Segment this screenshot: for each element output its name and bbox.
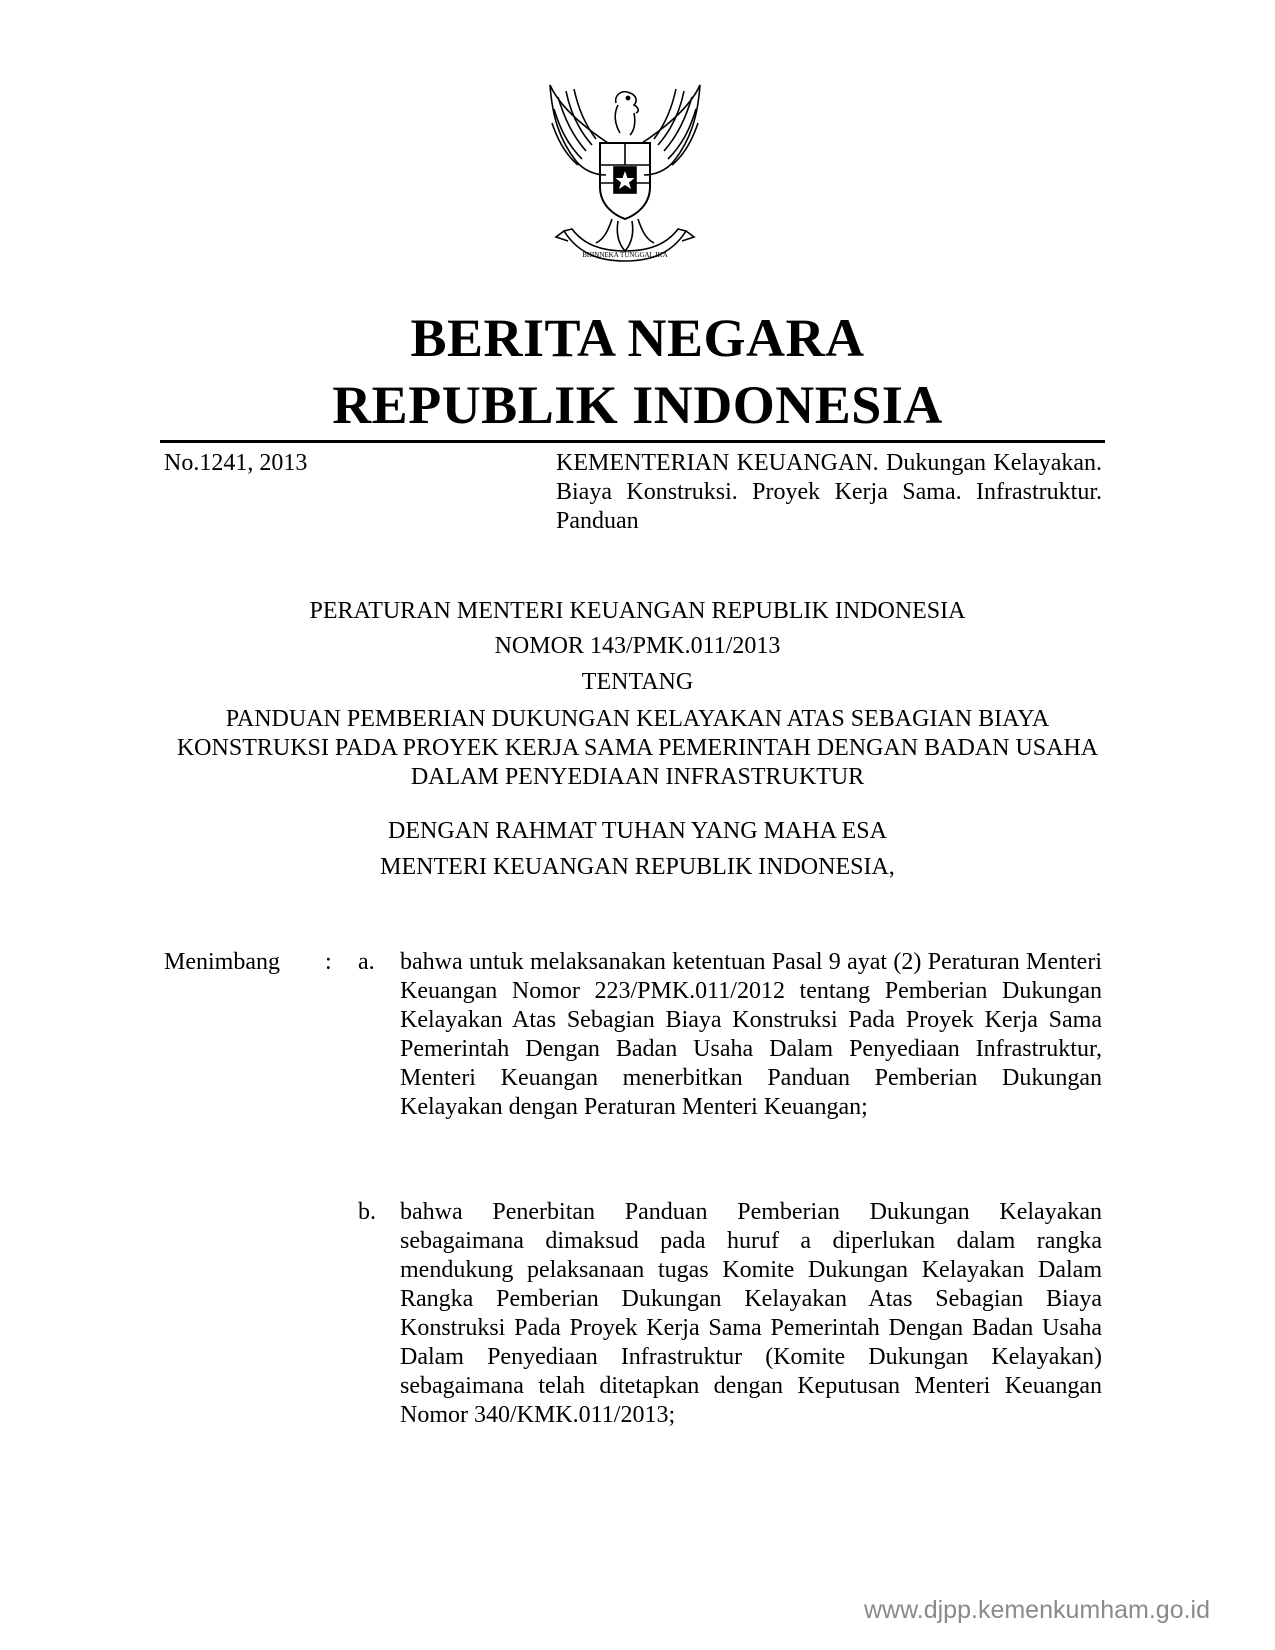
considering-separator: : bbox=[325, 949, 332, 975]
considering-label: Menimbang bbox=[164, 949, 280, 975]
garuda-pancasila-emblem-icon bbox=[538, 83, 712, 273]
list-item-letter: a. bbox=[358, 949, 375, 975]
regulation-subject: PANDUAN PEMBERIAN DUKUNGAN KELAYAKAN ATAS SEBAGIAN BIAYA KONSTRUKSI PADA PROYEK KERJA SAMA PEMERINTAH DENGAN BADAN USAHA DALAM PENYEDIAAN INFRASTRUKTUR bbox=[176, 706, 1099, 790]
masthead-title-line1: BERITA NEGARA bbox=[410, 308, 865, 368]
header-divider bbox=[160, 440, 1105, 443]
watermark-url: www.djpp.kemenkumham.go.id bbox=[864, 1596, 1210, 1624]
subject-keywords: KEMENTERIAN KEUANGAN. Dukungan Kelayakan. Biaya Konstruksi. Proyek Kerja Sama. Infrastruktur. Panduan bbox=[556, 450, 1102, 534]
list-item-text: bahwa Penerbitan Panduan Pemberian Dukungan Kelayakan sebagaimana dimaksud pada huruf a diperlukan dalam rangka mendukung pelaksanaan tugas Komite Dukungan Kelayakan Dalam Rangka Pemberian Dukungan Kelayakan Atas Sebagian Biaya Konstruksi Pada Proyek Kerja Sama Pemerintah Dengan Badan Usaha Dalam Penyediaan Infrastruktur (Komite Dukungan Kelayakan) sebagaimana telah ditetapkan dengan Keputusan Menteri Keuangan Nomor 340/KMK.011/2013; bbox=[400, 1199, 1102, 1428]
regulation-about: TENTANG bbox=[581, 669, 694, 695]
regulation-title: PERATURAN MENTERI KEUANGAN REPUBLIK INDONESIA bbox=[309, 598, 966, 624]
issue-number: No.1241, 2013 bbox=[164, 450, 308, 476]
list-item-text: bahwa untuk melaksanakan ketentuan Pasal 9 ayat (2) Peraturan Menteri Keuangan Nomor 223/PMK.011/2012 tentang Pemberian Dukungan Kelayakan Atas Sebagian Biaya Konstruksi Pada Proyek Kerja Sama Pemerintah Dengan Badan Usaha Dalam Penyediaan Infrastruktur, Menteri Keuangan menerbitkan Panduan Pemberian Dukungan Kelayakan dengan Peraturan Menteri Keuangan; bbox=[400, 949, 1102, 1120]
minister-heading: MENTERI KEUANGAN REPUBLIK INDONESIA, bbox=[380, 854, 895, 880]
list-item-letter: b. bbox=[358, 1199, 376, 1225]
svg-text:BHINNEKA TUNGGAL IKA: BHINNEKA TUNGGAL IKA bbox=[582, 251, 668, 259]
regulation-number: NOMOR 143/PMK.011/2013 bbox=[494, 633, 781, 659]
invocation: DENGAN RAHMAT TUHAN YANG MAHA ESA bbox=[388, 818, 887, 844]
masthead-title-line2: REPUBLIK INDONESIA bbox=[332, 375, 943, 435]
